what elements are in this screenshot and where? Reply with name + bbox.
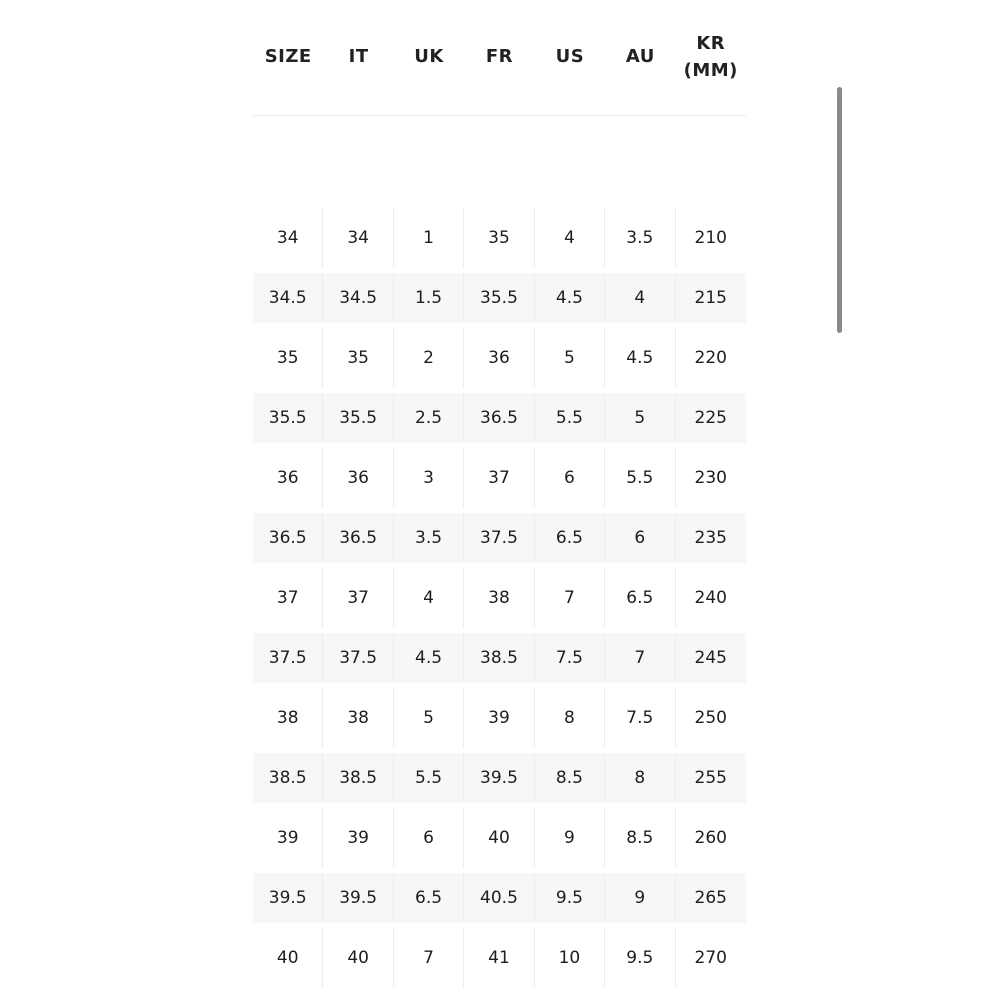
cell-it: 36 (323, 448, 393, 508)
table-row (253, 393, 746, 443)
cell-us: 9 (535, 808, 605, 868)
cell-uk: 6 (394, 808, 464, 868)
column-header-size: SIZE (264, 46, 312, 67)
cell-kr-mm: 220 (694, 348, 727, 368)
cell-us: 4.5 (535, 273, 605, 323)
cell-size: 39 (253, 808, 323, 868)
cell-kr-mm: 260 (694, 828, 727, 848)
cell-uk: 4.5 (394, 633, 464, 683)
table-row (253, 448, 746, 508)
cell-uk: 2 (394, 328, 464, 388)
table-body (253, 208, 746, 988)
cell-size: 36.5 (253, 513, 323, 563)
cell-us: 8.5 (535, 753, 605, 803)
cell-size: 34 (253, 208, 323, 268)
cell-kr-mm: 210 (694, 228, 727, 248)
cell-fr: 38.5 (464, 633, 534, 683)
cell-size: 40 (253, 928, 323, 988)
column-header-kr-mm: KR (MM) (683, 32, 738, 81)
cell-au: 4 (605, 273, 675, 323)
cell-kr-mm: 250 (694, 708, 727, 728)
cell-us: 6.5 (535, 513, 605, 563)
cell-fr: 39.5 (464, 753, 534, 803)
size-chart-table (253, 0, 746, 988)
cell-fr: 39 (464, 688, 534, 748)
cell-it: 38 (323, 688, 393, 748)
table-row (253, 568, 746, 628)
cell-us: 7 (535, 568, 605, 628)
cell-uk: 3.5 (394, 513, 464, 563)
table-row (253, 208, 746, 268)
cell-us: 8 (535, 688, 605, 748)
cell-fr: 41 (464, 928, 534, 988)
cell-uk: 1.5 (394, 273, 464, 323)
cell-it: 36.5 (323, 513, 393, 563)
cell-kr-mm: 270 (694, 948, 727, 968)
cell-it: 34.5 (323, 273, 393, 323)
cell-kr-mm: 265 (676, 873, 746, 923)
cell-kr-mm: 215 (676, 273, 746, 323)
cell-fr: 36 (464, 328, 534, 388)
cell-us: 5.5 (535, 393, 605, 443)
cell-kr-mm: 225 (676, 393, 746, 443)
cell-au: 7 (605, 633, 675, 683)
table-row (253, 928, 746, 988)
scrollbar-thumb[interactable] (837, 87, 842, 333)
cell-fr: 35.5 (464, 273, 534, 323)
table-row (253, 873, 746, 923)
cell-kr-mm: 255 (676, 753, 746, 803)
table-header-row (253, 0, 746, 116)
cell-uk: 2.5 (394, 393, 464, 443)
cell-it: 37.5 (323, 633, 393, 683)
cell-size: 37.5 (253, 633, 323, 683)
table-row (253, 328, 746, 388)
cell-us: 4 (535, 208, 605, 268)
cell-au: 9 (605, 873, 675, 923)
cell-us: 9.5 (535, 873, 605, 923)
cell-uk: 3 (394, 448, 464, 508)
cell-uk: 5 (394, 688, 464, 748)
table-row (253, 513, 746, 563)
cell-size: 35 (253, 328, 323, 388)
table-row (253, 688, 746, 748)
cell-fr: 35 (464, 208, 534, 268)
column-header-us: US (555, 46, 585, 67)
cell-size: 34.5 (253, 273, 323, 323)
scrollbar-track[interactable] (835, 0, 843, 1000)
cell-uk: 1 (394, 208, 464, 268)
cell-au: 5.5 (605, 448, 675, 508)
cell-au: 9.5 (605, 928, 675, 988)
cell-au: 8 (605, 753, 675, 803)
cell-us: 7.5 (535, 633, 605, 683)
cell-it: 38.5 (323, 753, 393, 803)
cell-us: 5 (535, 328, 605, 388)
table-spacer (253, 116, 746, 208)
cell-au: 4.5 (605, 328, 675, 388)
cell-us: 6 (535, 448, 605, 508)
cell-fr: 40 (464, 808, 534, 868)
cell-it: 39.5 (323, 873, 393, 923)
cell-au: 7.5 (605, 688, 675, 748)
cell-au: 5 (605, 393, 675, 443)
column-header-uk: UK (414, 46, 444, 67)
cell-size: 38.5 (253, 753, 323, 803)
column-header-fr: FR (485, 46, 514, 67)
cell-it: 37 (323, 568, 393, 628)
cell-it: 34 (323, 208, 393, 268)
cell-fr: 37 (464, 448, 534, 508)
cell-au: 6.5 (605, 568, 675, 628)
cell-us: 10 (535, 928, 605, 988)
cell-kr-mm: 240 (694, 588, 727, 608)
column-header-au: AU (625, 46, 655, 67)
table-row (253, 808, 746, 868)
cell-size: 38 (253, 688, 323, 748)
cell-au: 6 (605, 513, 675, 563)
cell-size: 36 (253, 448, 323, 508)
cell-size: 37 (253, 568, 323, 628)
column-header-it: IT (348, 46, 369, 67)
cell-au: 3.5 (605, 208, 675, 268)
cell-it: 39 (323, 808, 393, 868)
cell-kr-mm: 235 (676, 513, 746, 563)
table-row (253, 753, 746, 803)
cell-fr: 38 (464, 568, 534, 628)
cell-uk: 4 (394, 568, 464, 628)
cell-size: 39.5 (253, 873, 323, 923)
cell-uk: 5.5 (394, 753, 464, 803)
cell-it: 40 (323, 928, 393, 988)
cell-fr: 40.5 (464, 873, 534, 923)
cell-fr: 36.5 (464, 393, 534, 443)
cell-kr-mm: 245 (676, 633, 746, 683)
cell-size: 35.5 (253, 393, 323, 443)
cell-au: 8.5 (605, 808, 675, 868)
table-row (253, 273, 746, 323)
cell-it: 35 (323, 328, 393, 388)
cell-it: 35.5 (323, 393, 393, 443)
cell-uk: 7 (394, 928, 464, 988)
cell-kr-mm: 230 (694, 468, 727, 488)
cell-uk: 6.5 (394, 873, 464, 923)
table-row (253, 633, 746, 683)
cell-fr: 37.5 (464, 513, 534, 563)
